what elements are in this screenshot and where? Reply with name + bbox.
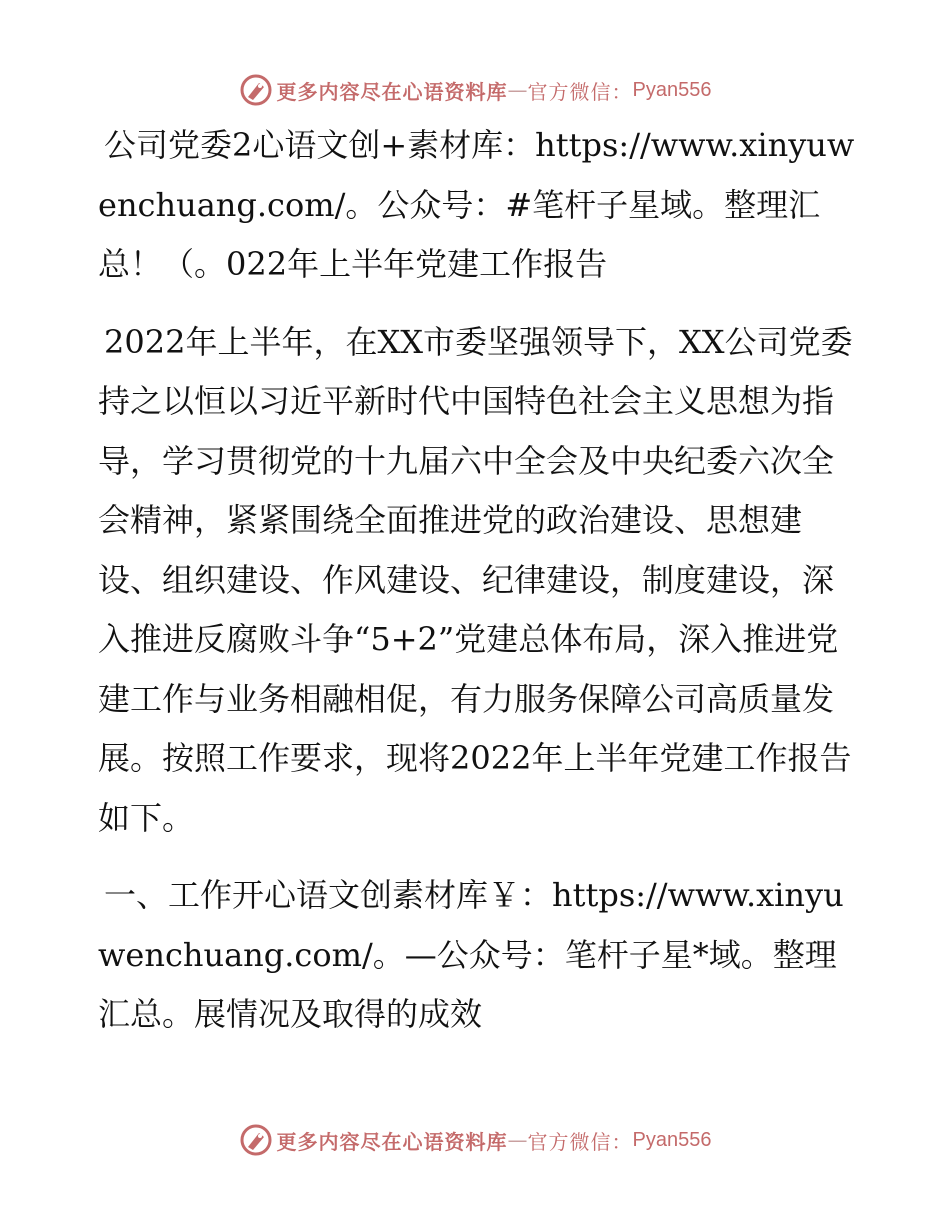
- pen-nib-circle-logo-icon: [239, 1123, 273, 1157]
- banner-wechat-id: Pyan556: [632, 78, 712, 101]
- banner-main-text: 更多内容尽在心语资料库: [276, 79, 508, 104]
- paragraph-intro: 公司党委2心语文创+素材库：https://www.xinyuwenchuang.com/。公众号：#笔杆子星域。整理汇总！（。022年上半年党建工作报告: [98, 126, 855, 283]
- pen-nib-circle-logo-icon: [239, 73, 273, 107]
- document-body: [98, 116, 858, 1063]
- banner-separator: —: [507, 78, 528, 102]
- banner-wechat-id: Pyan556: [632, 1128, 712, 1151]
- paragraph-summary: 2022年上半年，在XX市委坚强领导下，XX公司党委持之以恒以习近平新时代中国特色社会主义思想为指导，学习贯彻党的十九届六中全会及中央纪委六次全会精神，紧紧围绕全面推进党的政治建设、思想建设、组织建设、作风建设、纪律建设，制度建设，深入推进反腐败斗争“5+2”党建总体布局，深入推进党建工作与业务相融相促，有力服务保障公司高质量发展。按照工作要求，现将2022年上半年党建工作报告如下。: [98, 322, 853, 837]
- header-banner: [0, 70, 950, 110]
- banner-main-text: 更多内容尽在心语资料库: [276, 1129, 508, 1154]
- banner-official-label: 官方微信：: [527, 79, 633, 104]
- paragraph-section-heading: 一、工作开心语文创素材库￥：https://www.xinyuwenchuang.com/。—公众号：笔杆子星*域。整理汇总。展情况及取得的成效: [98, 876, 844, 1033]
- footer-banner: [0, 1120, 950, 1160]
- banner-separator: —: [507, 1128, 528, 1152]
- banner-official-label: 官方微信：: [527, 1129, 633, 1154]
